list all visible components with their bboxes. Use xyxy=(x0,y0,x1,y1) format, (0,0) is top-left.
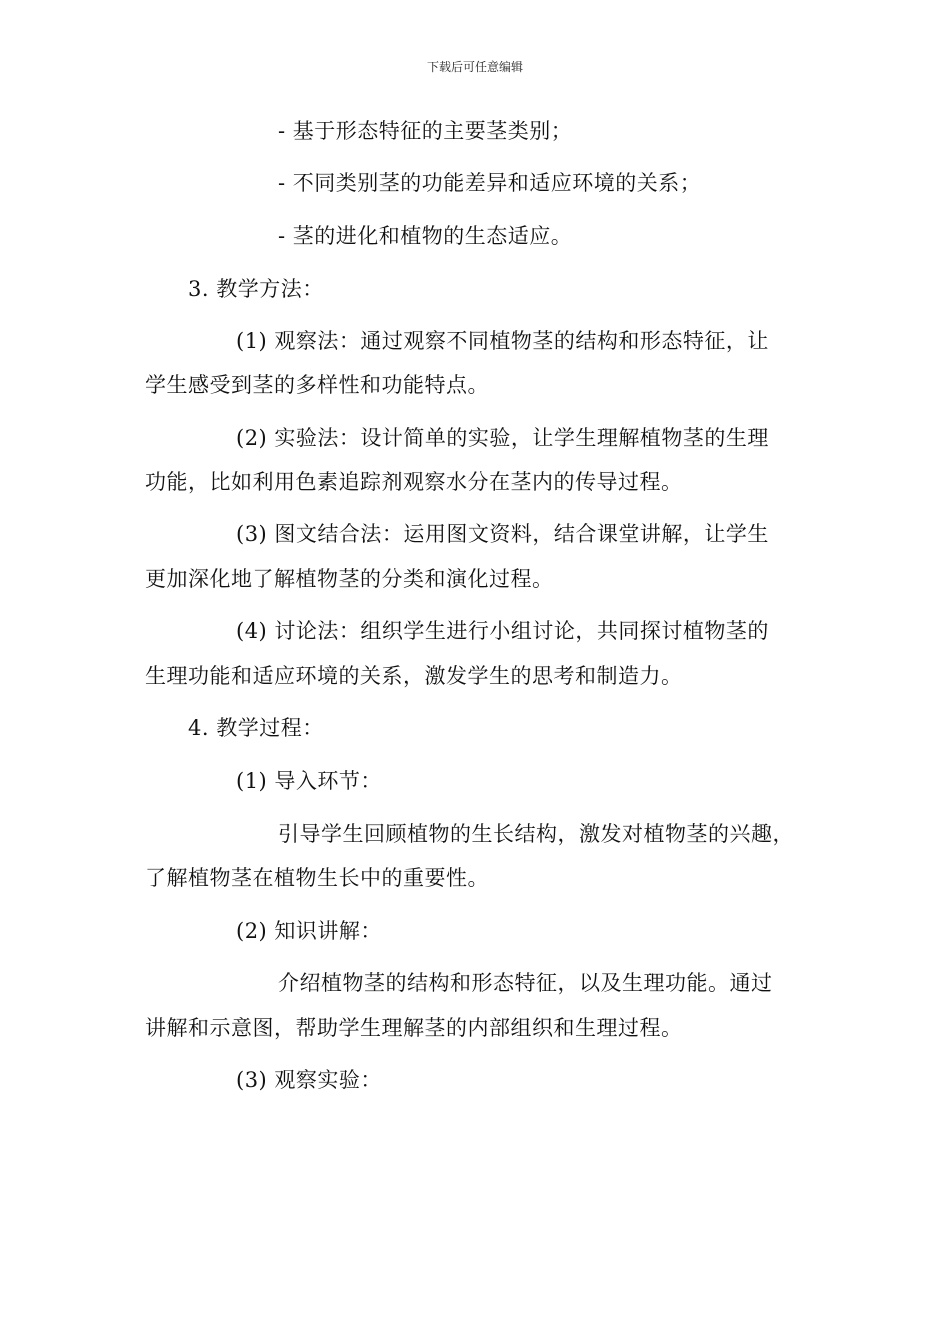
section-heading: 4. 教学过程： xyxy=(188,716,324,740)
text-line: (2) 实验法：设计简单的实验，让学生理解植物茎的生理 xyxy=(236,426,769,450)
text-line: 了解植物茎在植物生长中的重要性。 xyxy=(145,866,489,890)
text-line: - 茎的进化和植物的生态适应。 xyxy=(278,224,573,248)
page-header: 下载后可任意编辑 xyxy=(426,60,523,74)
text-line: 讲解和示意图，帮助学生理解茎的内部组织和生理过程。 xyxy=(145,1016,683,1040)
text-line: (1) 观察法：通过观察不同植物茎的结构和形态特征，让 xyxy=(236,329,769,353)
text-line: - 不同类别茎的功能差异和适应环境的关系； xyxy=(278,171,702,195)
text-line: 功能，比如利用色素追踪剂观察水分在茎内的传导过程。 xyxy=(145,470,683,494)
text-line: (1) 导入环节： xyxy=(236,769,382,793)
section-heading: 3. 教学方法： xyxy=(188,277,324,301)
text-line: (2) 知识讲解： xyxy=(236,919,382,943)
text-line: 更加深化地了解植物茎的分类和演化过程。 xyxy=(145,567,554,591)
text-line: 引导学生回顾植物的生长结构，激发对植物茎的兴趣， xyxy=(278,822,794,846)
text-line: (3) 图文结合法：运用图文资料，结合课堂讲解，让学生 xyxy=(236,522,769,546)
text-line: (3) 观察实验： xyxy=(236,1068,382,1092)
text-line: 学生感受到茎的多样性和功能特点。 xyxy=(145,373,489,397)
text-line: 介绍植物茎的结构和形态特征，以及生理功能。通过 xyxy=(278,971,773,995)
text-line: - 基于形态特征的主要茎类别； xyxy=(278,119,573,143)
text-line: 生理功能和适应环境的关系，激发学生的思考和制造力。 xyxy=(145,664,683,688)
text-line: (4) 讨论法：组织学生进行小组讨论，共同探讨植物茎的 xyxy=(236,619,769,643)
